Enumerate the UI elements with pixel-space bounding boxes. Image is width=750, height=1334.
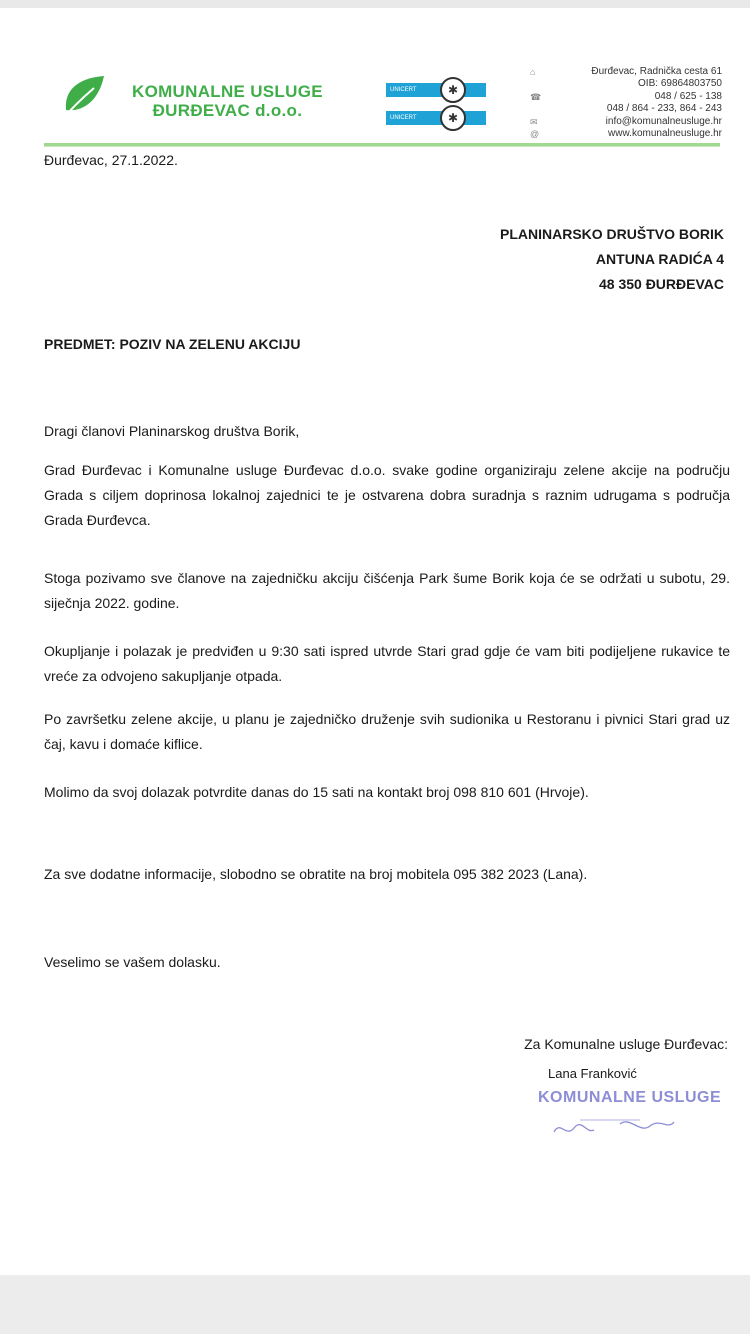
company-name <box>132 82 323 120</box>
paragraph: Okupljanje i polazak je predviđen u 9:30 sati ispred utvrde Stari grad gdje će vam biti podijeljene rukavice te vreće za odvojeno sakupljanje otpada. <box>44 643 730 684</box>
greeting: Dragi članovi Planinarskog društva Borik, <box>44 423 300 439</box>
closing: Za Komunalne usluge Đurđevac: <box>524 1036 728 1052</box>
paragraph: Za sve dodatne informacije, slobodno se obratite na broj mobitela 095 382 2023 (Lana). <box>44 866 588 882</box>
phone-2: 048 / 864 - 233, 864 - 243 <box>606 103 722 115</box>
leaf-logo-icon <box>58 74 108 124</box>
cert-seal-icon: ✱ <box>440 77 466 103</box>
cert-seal-icon: ✱ <box>440 105 466 131</box>
header-divider <box>44 143 720 147</box>
paragraph: Stoga pozivamo sve članove na zajedničku akciju čišćenja Park šume Borik koja će se održati u subotu, 29. siječnja 2022. godine. <box>44 570 730 611</box>
cert-badge <box>386 80 486 100</box>
company-line-1: KOMUNALNE USLUGE <box>132 82 323 101</box>
email: info@komunalneusluge.hr <box>605 115 722 127</box>
location-icon: ⌂ <box>530 67 536 77</box>
phone-icon: ☎ <box>530 91 542 102</box>
handwritten-signature-icon <box>550 1112 680 1142</box>
recipient-line: PLANINARSKO DRUŠTVO BORIK <box>499 226 724 242</box>
phone: 048 / 625 - 138 <box>654 90 722 102</box>
stamp-text: KOMUNALNE USLUGE <box>538 1089 722 1106</box>
contact-block <box>530 66 722 140</box>
subject: PREDMET: POZIV NA ZELENU AKCIJU <box>44 336 301 352</box>
paragraph: Grad Đurđevac i Komunalne usluge Đurđevac d.o.o. svake godine organiziraju zelene akcije na području Grada s ciljem doprinosa lokalnoj zajednici te je ostvarena dobra suradnja s raznim udrugama s područja Grada Đurđevca. <box>44 462 730 528</box>
paragraph: Veselimo se vašem dolasku. <box>44 954 221 970</box>
cert-label: UNICERT <box>386 83 486 97</box>
recipient-line: 48 350 ĐURĐEVAC <box>598 276 724 292</box>
company-line-2: ĐURĐEVAC d.o.o. <box>152 101 303 120</box>
signatory-name: Lana Franković <box>548 1066 637 1081</box>
recipient-address <box>500 222 724 297</box>
oib: OIB: 69864803750 <box>638 78 722 90</box>
company-stamp <box>538 1088 721 1107</box>
recipient-line: ANTUNA RADIĆA 4 <box>595 251 724 267</box>
cert-badge <box>386 108 486 128</box>
web-icon: @ <box>530 129 540 140</box>
website: www.komunalneusluge.hr <box>608 128 722 140</box>
status-bar <box>0 0 750 8</box>
email-icon: ✉ <box>530 116 538 127</box>
paragraph: Po završetku zelene akcije, u planu je zajedničko druženje svih sudionika u Restoranu i pivnici Stari grad uz čaj, kavu i domaće kiflice. <box>44 711 730 752</box>
cert-label: UNICERT <box>386 111 486 125</box>
bottom-bar <box>0 1275 750 1334</box>
letter-date: Đurđevac, 27.1.2022. <box>44 152 178 168</box>
paragraph: Molimo da svoj dolazak potvrdite danas do 15 sati na kontakt broj 098 810 601 (Hrvoje). <box>44 784 589 800</box>
address: Đurđevac, Radnička cesta 61 <box>591 66 722 77</box>
